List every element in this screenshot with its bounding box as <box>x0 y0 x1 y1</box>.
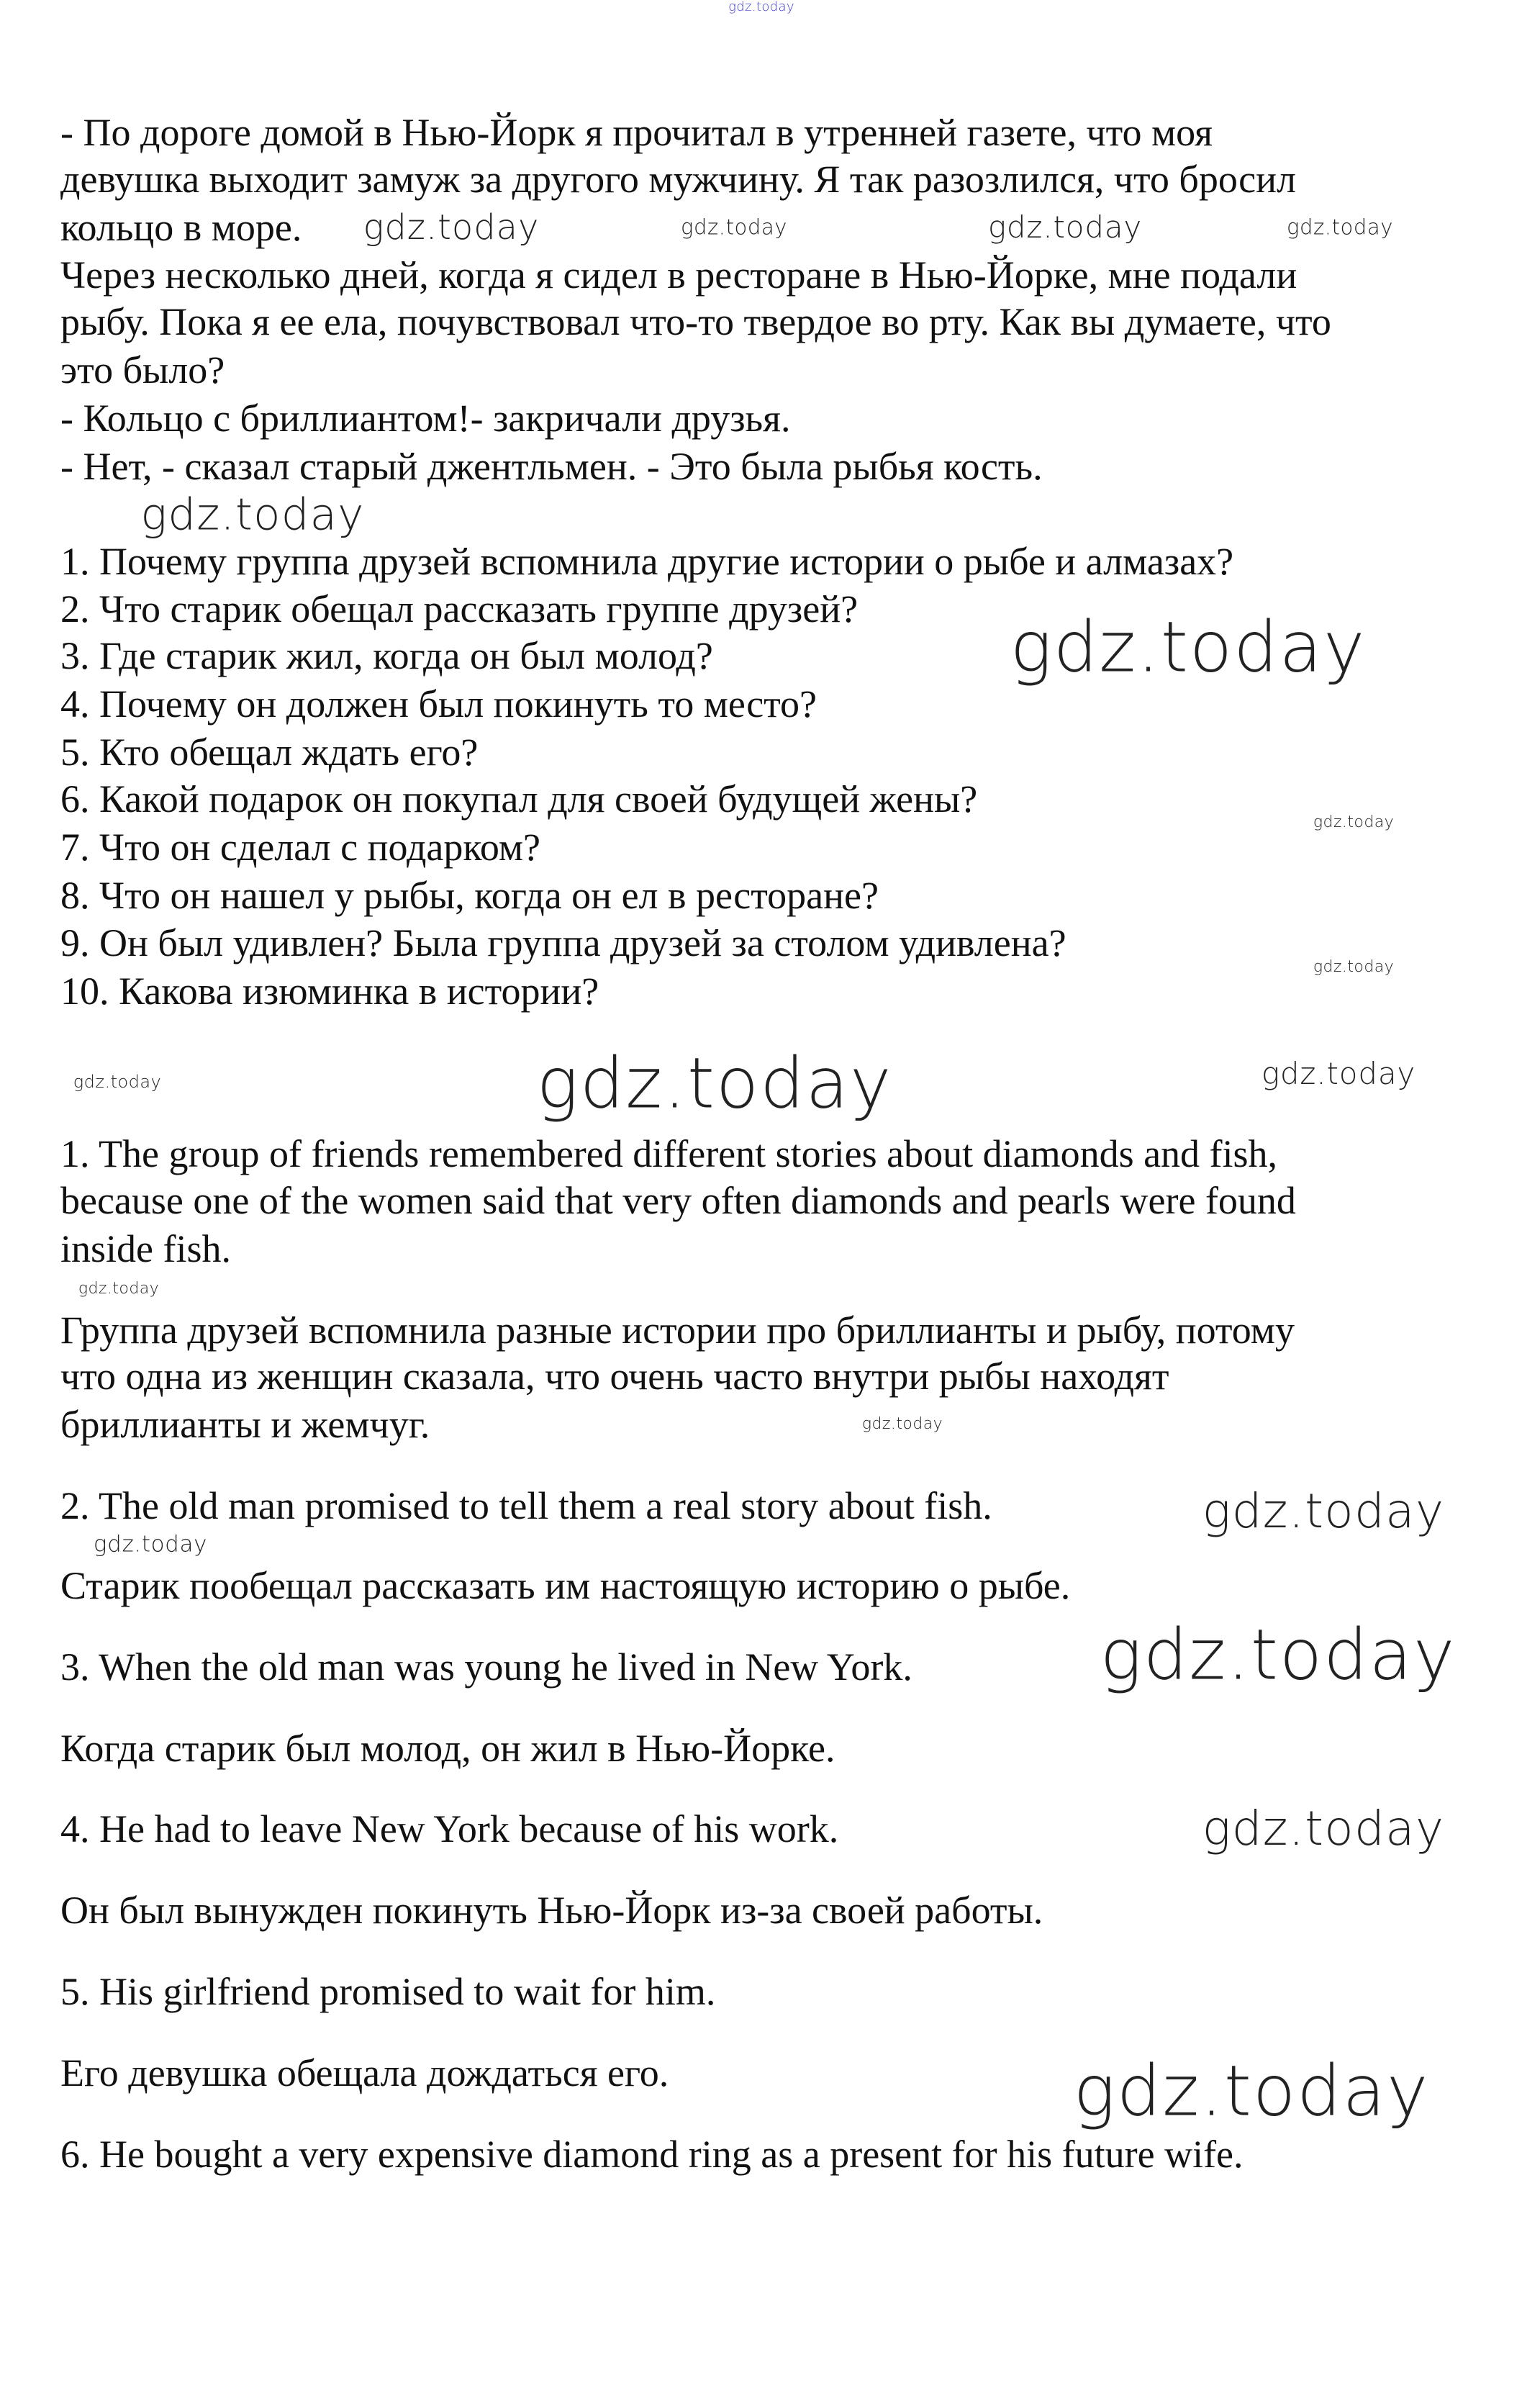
story-line: рыбу. Пока я ее ела, почувствовал что-то твердое во рту. Как вы думаете, что <box>60 300 1331 343</box>
question-line: 2. Что старик обещал рассказать группе друзей? <box>60 587 859 631</box>
watermark: gdz.today <box>728 0 794 14</box>
answer-line: Группа друзей вспомнила разные истории про бриллианты и рыбу, потому <box>60 1309 1295 1352</box>
answer-line: что одна из женщин сказала, что очень часто внутри рыбы находят <box>60 1355 1169 1398</box>
watermark: gdz.today <box>1313 958 1395 976</box>
watermark: gdz.today <box>1261 1056 1416 1091</box>
question-line: 1. Почему группа друзей вспомнила другие истории о рыбе и алмазах? <box>60 540 1234 583</box>
answer-line: Когда старик был молод, он жил в Нью-Йорке. <box>60 1727 835 1770</box>
watermark: gdz.today <box>93 1531 208 1558</box>
answer-line: because one of the women said that very often diamonds and pearls were found <box>60 1179 1296 1222</box>
story-line: Через несколько дней, когда я сидел в ресторане в Нью-Йорке, мне подали <box>60 253 1297 297</box>
story-line: - Кольцо с бриллиантом!- закричали друзья. <box>60 397 791 440</box>
watermark: gdz.today <box>1287 214 1393 240</box>
watermark: gdz.today <box>536 1042 893 1124</box>
story-line: девушка выходит замуж за другого мужчину. Я так разозлился, что бросил <box>60 158 1296 201</box>
answer-line: Старик пообещал рассказать им настоящую историю о рыбе. <box>60 1564 1071 1607</box>
question-line: 9. Он был удивлен? Была группа друзей за столом удивлена? <box>60 921 1066 964</box>
answer-line: 4. He had to leave New York because of his work. <box>60 1807 839 1850</box>
answer-line: 3. When the old man was young he lived in New York. <box>60 1645 912 1689</box>
answer-line: 2. The old man promised to tell them a real story about fish. <box>60 1484 992 1527</box>
watermark: gdz.today <box>1202 1483 1445 1539</box>
question-line: 10. Какова изюминка в истории? <box>60 970 599 1013</box>
answer-line: 5. His girlfriend promised to wait for him. <box>60 1970 716 2013</box>
answer-line: inside fish. <box>60 1227 231 1270</box>
watermark: gdz.today <box>1313 813 1395 831</box>
watermark: gdz.today <box>363 207 540 248</box>
watermark: gdz.today <box>861 1415 943 1433</box>
question-line: 8. Что он нашел у рыбы, когда он ел в ресторане? <box>60 874 879 917</box>
question-line: 4. Почему он должен был покинуть то место? <box>60 682 817 726</box>
watermark: gdz.today <box>1073 2050 1430 2132</box>
answer-line: Он был вынужден покинуть Нью-Йорк из-за своей работы. <box>60 1889 1043 1932</box>
watermark: gdz.today <box>1100 1614 1457 1696</box>
story-line: - По дороге домой в Нью-Йорк я прочитал в утренней газете, что моя <box>60 111 1213 154</box>
answer-line: Его девушка обещала дождаться его. <box>60 2051 669 2094</box>
watermark: gdz.today <box>73 1072 162 1092</box>
question-line: 6. Какой подарок он покупал для своей будущей жены? <box>60 777 978 821</box>
watermark: gdz.today <box>681 214 787 240</box>
watermark: gdz.today <box>1010 606 1367 688</box>
question-line: 5. Кто обещал ждать его? <box>60 731 479 774</box>
story-line: это было? <box>60 348 225 392</box>
answer-line: бриллианты и жемчуг. <box>60 1403 430 1446</box>
answer-line: 1. The group of friends remembered different stories about diamonds and fish, <box>60 1132 1278 1175</box>
story-line: кольцо в море. <box>60 206 302 249</box>
watermark: gdz.today <box>78 1280 160 1298</box>
watermark: gdz.today <box>140 489 365 541</box>
watermark: gdz.today <box>987 209 1143 245</box>
answer-line: 6. He bought a very expensive diamond ring as a present for his future wife. <box>60 2133 1244 2176</box>
question-line: 7. Что он сделал с подарком? <box>60 826 540 869</box>
watermark: gdz.today <box>1202 1801 1445 1856</box>
question-line: 3. Где старик жил, когда он был молод? <box>60 634 713 677</box>
story-line: - Нет, - сказал старый джентльмен. - Это была рыбья кость. <box>60 445 1043 488</box>
